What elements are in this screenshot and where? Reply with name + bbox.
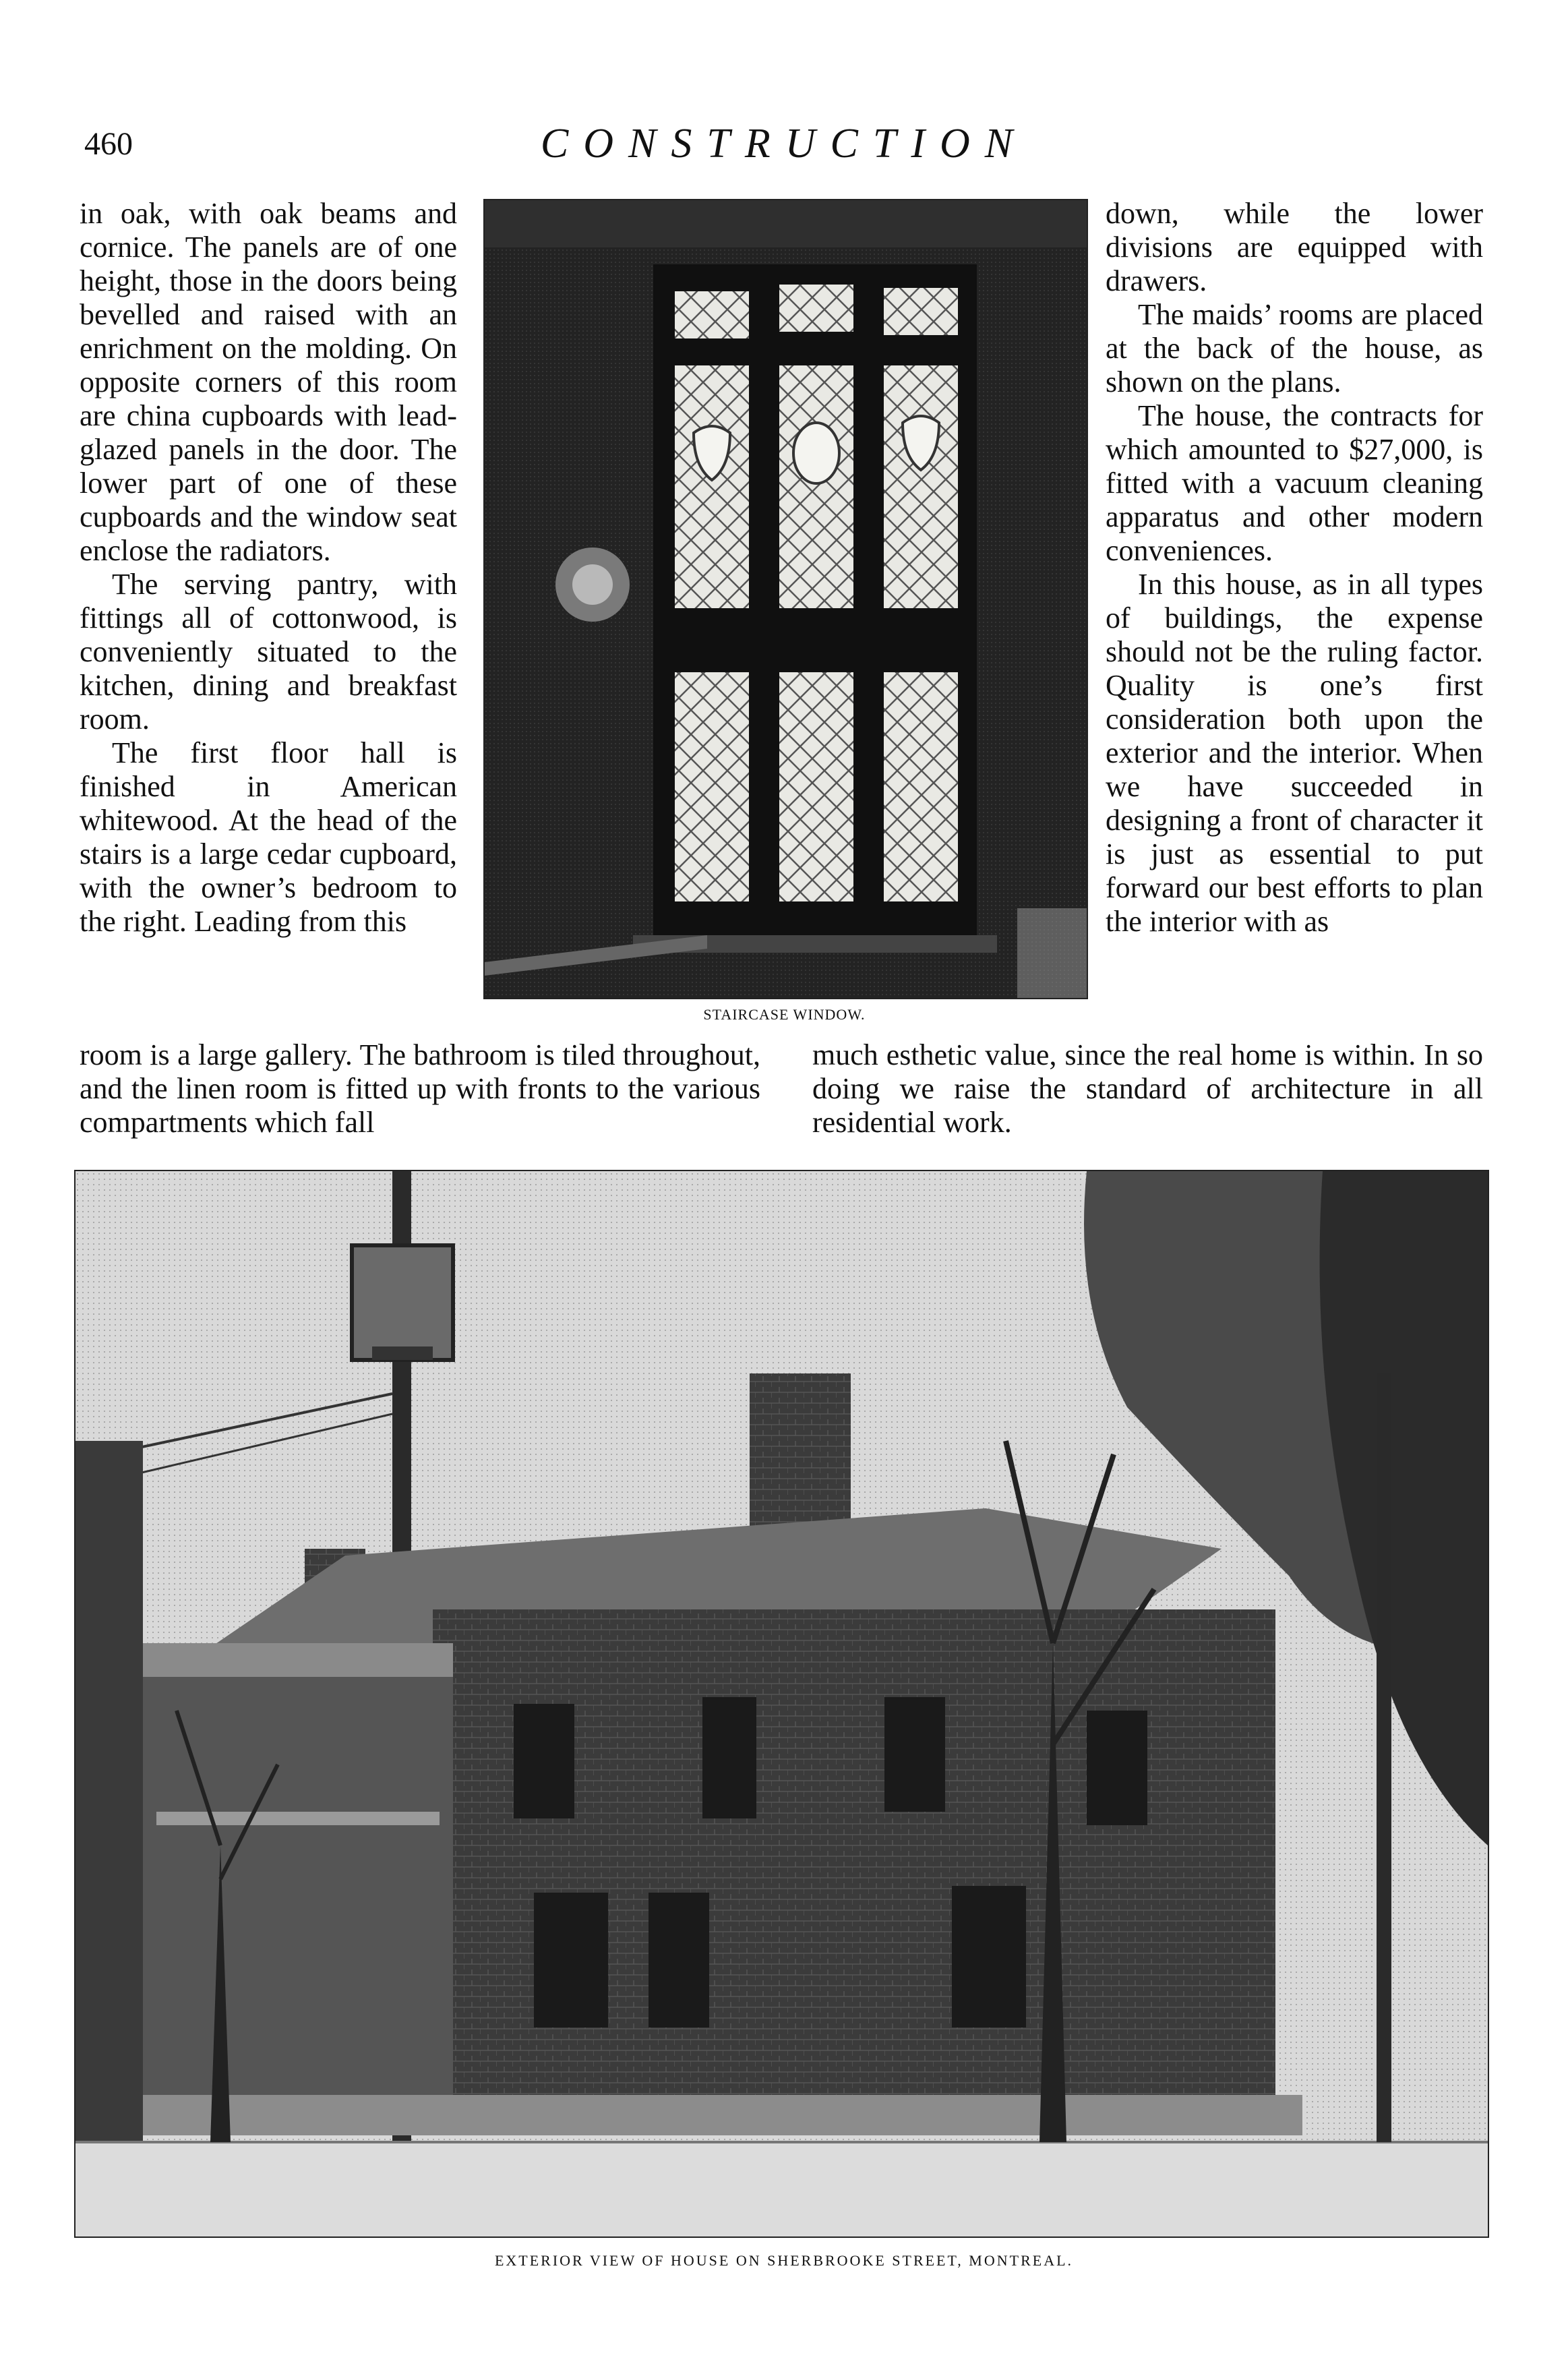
paragraph: The maids’ rooms are placed at the back of the house, as shown on the plans.	[1106, 298, 1483, 398]
exterior-house-photo	[74, 1170, 1489, 2238]
staircase-window-photo	[483, 199, 1088, 999]
wide-left-text: room is a large gallery. The bathroom is tiled throughout, and the linen room is fitted up with fronts to the various compartments which fall	[80, 1038, 760, 1139]
staircase-window-illustration	[485, 200, 1087, 998]
page-number: 460	[84, 126, 133, 162]
paragraph: in oak, with oak beams and cornice. The panels are of one height, those in the doors being bevelled and raised with an enrichment on the molding. On opposite corners of this room are china cupboards with lead-glazed panels in the door. The lower part of one of these cupboards and the window seat enclose the radiators.	[80, 197, 457, 567]
wide-right-text: much esthetic value, since the real home is within. In so doing we raise the standard of architecture in all residential work.	[812, 1038, 1483, 1139]
staircase-window-caption: STAIRCASE WINDOW.	[703, 1006, 866, 1023]
exterior-view-caption: EXTERIOR VIEW OF HOUSE ON SHERBROOKE STREET, MONTREAL.	[494, 2252, 1074, 2269]
paragraph: The house, the contracts for which amounted to $27,000, is fitted with a vacuum cleaning apparatus and other modern conveniences.	[1106, 399, 1483, 567]
paragraph: The first floor hall is finished in American whitewood. At the head of the stairs is a large cedar cupboard, with the owner’s bedroom to the right. Leading from this	[80, 736, 457, 938]
exterior-house-illustration	[76, 1171, 1488, 2236]
paragraph: The serving pantry, with fittings all of cottonwood, is conveniently situated to the kitchen, dining and breakfast room.	[80, 568, 457, 736]
right-text-column	[1106, 197, 1483, 939]
left-text-column	[80, 197, 457, 939]
paragraph: In this house, as in all types of buildings, the expense should not be the ruling factor. Quality is one’s first consideration both upon the exterior and the interior. When we have succeeded in designing a front of character it is just as essential to put forward our best efforts to plan the interior with as	[1106, 568, 1483, 938]
running-head: CONSTRUCTION	[540, 121, 1028, 167]
paragraph: down, while the lower divisions are equipped with drawers.	[1106, 197, 1483, 297]
